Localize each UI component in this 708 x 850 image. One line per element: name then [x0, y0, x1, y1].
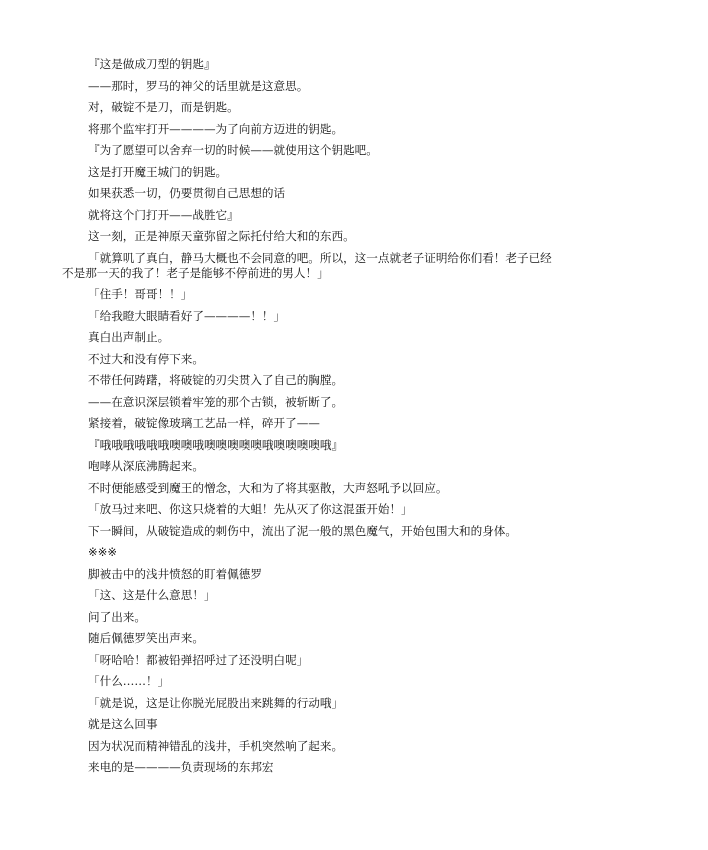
- paragraph: 这一刻，正是神原天童弥留之际托付给大和的东西。: [88, 229, 355, 243]
- paragraph: 来电的是————负责现场的东邦宏: [88, 760, 274, 774]
- paragraph: 因为状况而精神错乱的浅井，手机突然响了起来。: [88, 738, 344, 753]
- paragraph: 「什么……！」: [88, 674, 170, 688]
- paragraph: 脚被击中的浅井愤怒的盯着佩德罗: [88, 566, 262, 581]
- paragraph: 如果获悉一切，仍要贯彻自己思想的话: [88, 186, 286, 200]
- paragraph: 将那个监牢打开————为了向前方迈进的钥匙。: [88, 121, 344, 136]
- paragraph: 咆哮从深底沸腾起来。: [88, 459, 204, 473]
- paragraph: 「呀哈哈！都被铅弹招呼过了还没明白呢」: [88, 652, 309, 667]
- paragraph: 对，破锭不是刀，而是钥匙。: [88, 100, 239, 114]
- paragraph: 就将这个门打开——战胜它』: [88, 207, 239, 222]
- paragraph: 「就算叽了真白，静马大概也不会同意的吧。所以，这一点就老子证明给你们看！老子已经不是那一天的我了！老子是能够不停前进的男人！」: [62, 250, 552, 280]
- paragraph: 「就是说，这是让你脱光屁股出来跳舞的行动哦」: [88, 695, 344, 710]
- paragraph: 不带任何踌躇，将破锭的刃尖贯入了自己的胸膛。: [88, 373, 344, 387]
- paragraph: 下一瞬间，从破锭造成的刺伤中，流出了泥一般的黑色魔气，开始包围大和的身体。: [88, 523, 517, 538]
- document-page: [62, 57, 552, 782]
- paragraph: 这是打开魔王城门的钥匙。: [88, 164, 228, 179]
- paragraph: ——在意识深层锁着牢笼的那个古锁，被斩断了。: [88, 394, 344, 409]
- paragraph: 随后佩德罗笑出声来。: [88, 631, 204, 645]
- paragraph: ——那时，罗马的神父的话里就是这意思。: [88, 78, 309, 93]
- paragraph: 问了出来。: [88, 609, 146, 624]
- paragraph: 就是这么回事: [88, 717, 158, 731]
- paragraph: 「放马过来吧、你这只烧着的大蛆！先从灭了你这混蛋开始！」: [88, 502, 413, 516]
- paragraph: 「这、这是什么意思！」: [88, 588, 216, 602]
- paragraph: 『哦哦哦哦哦哦噢噢哦噢噢噢噢噢哦噢噢噢噢哦』: [88, 437, 344, 452]
- paragraph: 「住手！哥哥！！」: [88, 287, 193, 301]
- section-separator: ※※※: [88, 545, 118, 559]
- paragraph: 「给我瞪大眼睛看好了————！！」: [88, 308, 286, 323]
- paragraph: 不过大和没有停下来。: [88, 351, 204, 366]
- paragraph: 不时便能感受到魔王的憎念，大和为了将其驱散，大声怒吼予以回应。: [88, 480, 448, 495]
- paragraph: 『这是做成刀型的钥匙』: [88, 57, 216, 71]
- paragraph: 真白出声制止。: [88, 330, 170, 344]
- paragraph: 紧接着，破锭像玻璃工艺品一样，碎开了——: [88, 416, 320, 430]
- paragraph: 『为了愿望可以舍弃一切的时候——就使用这个钥匙吧。: [88, 143, 378, 157]
